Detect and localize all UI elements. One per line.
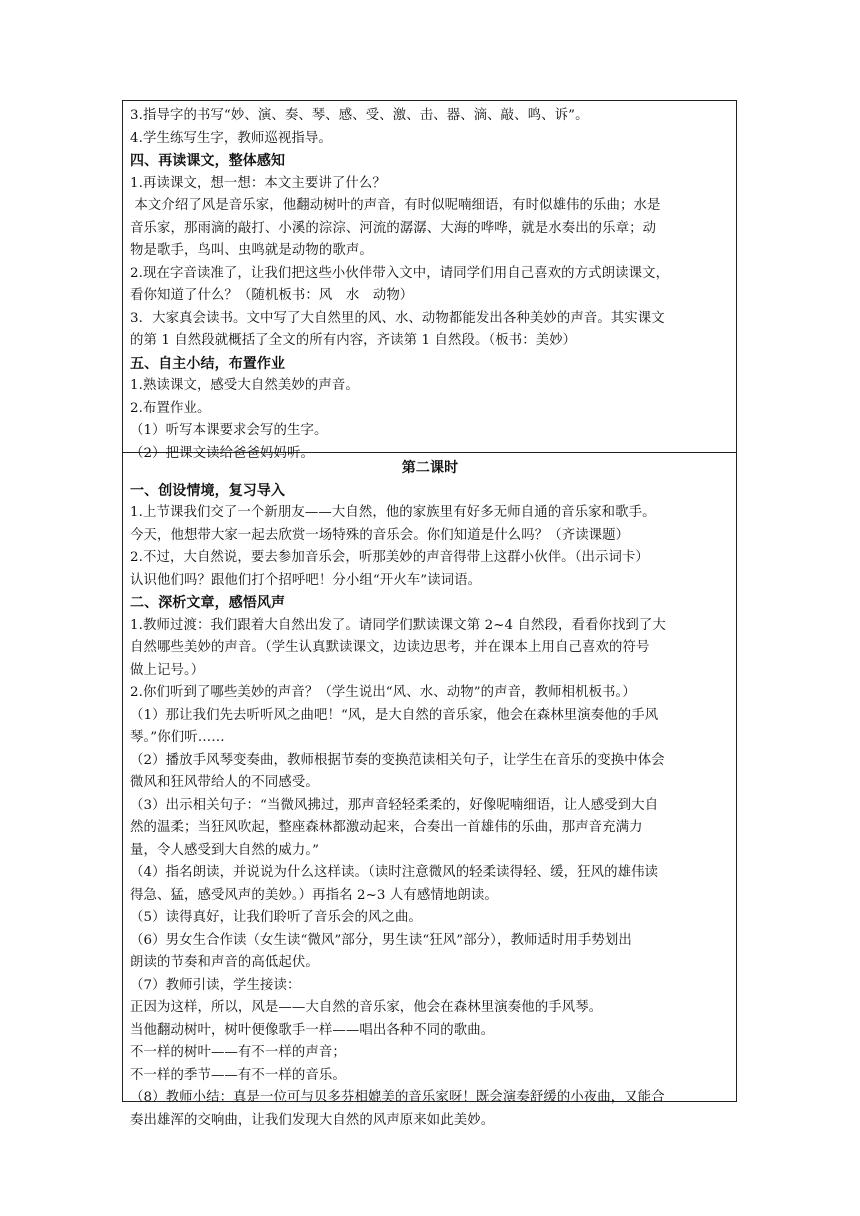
text-line: 今天，他想带大家一起去欣赏一场特殊的音乐会。你们知道是什么吗？（齐读课题）	[130, 527, 630, 543]
text-line: 量，令人感受到大自然的威力。”	[130, 842, 320, 858]
text-line: 认识他们吗？跟他们打个招呼吧！分小组“开火车”读词语。	[130, 572, 482, 588]
text-line: 自然哪些美妙的声音。（学生认真默读课文，边读边思考，并在课本上用自己喜欢的符号	[130, 640, 650, 655]
text-line: 微风和狂风带给人的不同感受。	[130, 775, 319, 790]
lesson-plan-table	[122, 100, 737, 1128]
text-line: （5）读得真好，让我们聆听了音乐会的风之曲。	[130, 910, 422, 925]
second-lesson-cell	[122, 453, 737, 1128]
text-line: 2.现在字音读准了，让我们把这些小伙伴带入文中，请同学们用自己喜欢的方式朗读课文，	[130, 265, 670, 281]
text-line: 做上记号。）	[130, 662, 205, 678]
text-line: 的第 1 自然段就概括了全文的所有内容，齐读第 1 自然段。（板书：美妙）	[130, 333, 577, 348]
text-line: 4.学生练写生字，教师巡视指导。	[130, 130, 332, 146]
text-line: 朗读的节奏和声音的高低起伏。	[130, 955, 319, 970]
section-heading: 四、再读课文，整体感知	[130, 153, 286, 169]
text-line: 1.熟读课文，感受大自然美妙的声音。	[130, 378, 359, 393]
section-heading: 一、创设情境，复习导入	[130, 482, 286, 499]
first-lesson-cell	[122, 100, 737, 461]
text-line: 当他翻动树叶，树叶便像歌手一样——唱出各种不同的歌曲。	[130, 1022, 495, 1038]
text-line: （4）指名朗读，并说说为什么这样读。（读时注意微风的轻柔读得轻、缓，狂风的雄伟读	[130, 865, 659, 880]
text-line: （2）播放手风琴变奏曲，教师根据节奏的变换范读相关句子，让学生在音乐的变换中体会	[130, 752, 665, 768]
text-line: 得急、猛，感受风声的美妙。）再指名 2~3 人有感情地朗读。	[130, 887, 498, 903]
text-line: 3.指导字的书写“妙、演、奏、琴、感、受、激、击、器、滴、敲、鸣、诉”。	[130, 108, 589, 123]
text-line: 1.教师过渡：我们跟着大自然出发了。请同学们默读课文第 2~4 自然段，看看你找到了大	[130, 617, 666, 633]
text-line: （6）男女生合作读（女生读“微风”部分，男生读“狂风”部分），教师适时用手势划出	[130, 932, 632, 948]
text-line: 音乐家，那雨滴的敲打、小溪的淙淙、河流的潺潺、大海的哗哗，就是水奏出的乐章；动	[130, 220, 657, 236]
text-line: 琴。”你们听……	[130, 730, 225, 745]
text-line: 3．大家真会读书。文中写了大自然里的风、水、动物都能发出各种美妙的声音。其实课文	[130, 310, 665, 326]
text-line: （8）教师小结：真是一位可与贝多芬相媲美的音乐家呀！既会演奏舒缓的小夜曲，又能合	[130, 1090, 665, 1105]
text-line: 看你知道了什么？（随机板书：风 水 动物）	[130, 288, 414, 303]
text-line: 1.上节课我们交了一个新朋友——大自然，他的家族里有好多无师自通的音乐家和歌手。	[130, 505, 656, 520]
text-line: 然的温柔；当狂风吹起，整座森林都激动起来，合奏出一首雄伟的乐曲，那声音充满力	[130, 820, 643, 835]
text-line: 物是歌手，鸟叫、虫鸣就是动物的歌声。	[130, 243, 373, 258]
text-line: （1）听写本课要求会写的生字。	[130, 423, 328, 438]
text-line: 2.不过，大自然说，要去参加音乐会，听那美妙的声音得带上这群小伙伴。（出示词卡）	[130, 550, 649, 565]
text-line: 正因为这样，所以，风是——大自然的音乐家，他会在森林里演奏他的手风琴。	[130, 1000, 603, 1015]
text-line: 2.你们听到了哪些美妙的声音？（学生说出“风、水、动物”的声音，教师相机板书。）	[130, 685, 636, 700]
text-line: （1）那让我们先去听听风之曲吧！“风，是大自然的音乐家，他会在森林里演奏他的手风	[130, 707, 659, 723]
text-line: 本文介绍了风是音乐家，他翻动树叶的声音，有时似呢喃细语，有时似雄伟的乐曲；水是	[130, 198, 661, 213]
text-line: （3）出示相关句子：“当微风拂过，那声音轻轻柔柔的，好像呢喃细语，让人感受到大自	[130, 797, 659, 813]
text-line: （2）把课文读给爸爸妈妈听。	[130, 445, 314, 461]
text-line: （7）教师引读，学生接读：	[130, 977, 301, 993]
section-heading: 五、自主小结，布置作业	[130, 355, 286, 372]
text-line: 不一样的树叶——有不一样的声音；	[130, 1045, 346, 1060]
text-line: 2.布置作业。	[130, 400, 211, 416]
text-line: 不一样的季节——有不一样的音乐。	[130, 1067, 346, 1083]
text-line: 1.再读课文，想一想：本文主要讲了什么？	[130, 175, 386, 191]
lesson-title: 第二课时	[401, 460, 459, 476]
text-line: 奏出雄浑的交响曲，让我们发现大自然的风声原来如此美妙。	[130, 1112, 495, 1128]
section-heading: 二、深析文章，感悟风声	[130, 595, 286, 611]
